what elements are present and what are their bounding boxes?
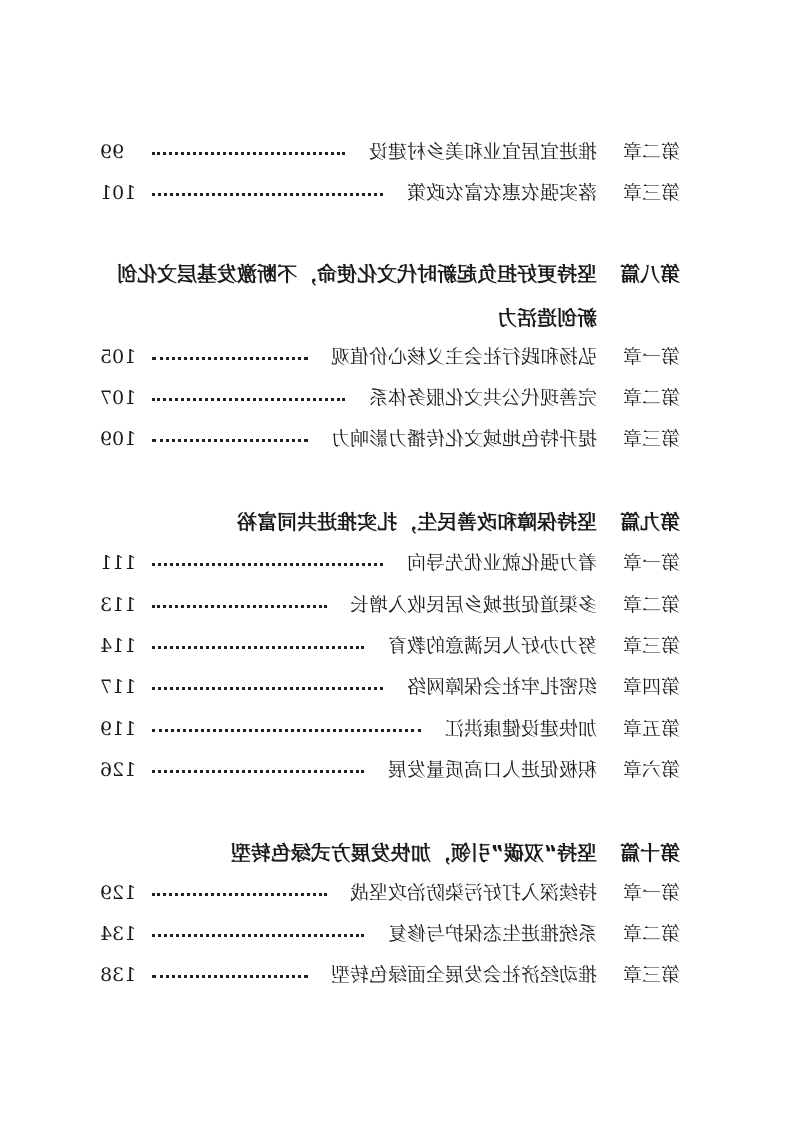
page-number: 107 bbox=[100, 387, 137, 409]
chapter-title: 持续深入打好污染防治攻坚战 bbox=[349, 882, 597, 904]
part-title-line: 坚持保障和改善民生，扎实推进共同富裕 bbox=[237, 510, 597, 534]
page-number: 126 bbox=[100, 759, 137, 781]
leader-dots bbox=[152, 563, 383, 566]
toc-entry[interactable] bbox=[0, 546, 793, 580]
leader-dots bbox=[152, 687, 383, 690]
chapter-title: 系统推进生态保护与修复 bbox=[387, 923, 597, 945]
toc-entry[interactable] bbox=[0, 588, 793, 622]
leader-dots bbox=[152, 770, 364, 773]
toc-entry[interactable] bbox=[0, 381, 793, 415]
part-label: 第十篇 bbox=[620, 841, 680, 865]
chapter-label: 第二章 bbox=[622, 141, 680, 163]
toc-entry[interactable] bbox=[0, 712, 793, 746]
chapter-title: 推动经济社会发展全面绿色转型 bbox=[330, 964, 597, 986]
leader-dots bbox=[152, 357, 308, 360]
page-number: 129 bbox=[100, 882, 137, 904]
chapter-label: 第五章 bbox=[622, 718, 680, 740]
page-number: 119 bbox=[100, 718, 137, 740]
toc-entry[interactable] bbox=[0, 876, 793, 910]
chapter-label: 第三章 bbox=[622, 428, 680, 450]
chapter-label: 第二章 bbox=[622, 387, 680, 409]
part-heading[interactable] bbox=[0, 833, 793, 873]
leader-dots bbox=[152, 439, 308, 442]
chapter-title: 落实强农惠农富农政策 bbox=[406, 182, 597, 204]
toc-entry[interactable] bbox=[0, 135, 793, 169]
chapter-title: 提升特色地域文化传播力影响力 bbox=[330, 428, 597, 450]
chapter-title: 多渠道促进城乡居民收入增长 bbox=[349, 594, 597, 616]
leader-dots bbox=[152, 934, 364, 937]
toc-entry[interactable] bbox=[0, 422, 793, 456]
toc-entry[interactable] bbox=[0, 958, 793, 992]
toc-entry[interactable] bbox=[0, 917, 793, 951]
part-heading[interactable] bbox=[0, 502, 793, 542]
leader-dots bbox=[152, 893, 327, 896]
page-number: 99 bbox=[100, 141, 125, 163]
part-title-line: 新创造活力 bbox=[497, 306, 597, 330]
chapter-label: 第三章 bbox=[622, 182, 680, 204]
page-number: 113 bbox=[100, 594, 137, 616]
chapter-label: 第六章 bbox=[622, 759, 680, 781]
toc-entry[interactable] bbox=[0, 753, 793, 787]
page-number: 111 bbox=[100, 552, 137, 574]
part-label: 第九篇 bbox=[620, 510, 680, 534]
chapter-title: 加快建设健康洪江 bbox=[444, 718, 597, 740]
leader-dots bbox=[152, 193, 383, 196]
chapter-title: 积极促进人口高质量发展 bbox=[387, 759, 597, 781]
page-number: 105 bbox=[100, 346, 137, 368]
leader-dots bbox=[152, 605, 327, 608]
chapter-title: 完善现代公共文化服务体系 bbox=[368, 387, 597, 409]
part-heading-continued bbox=[0, 298, 793, 338]
chapter-label: 第三章 bbox=[622, 635, 680, 657]
toc-entry[interactable] bbox=[0, 176, 793, 210]
leader-dots bbox=[152, 975, 308, 978]
chapter-title: 推进宜居宜业和美乡村建设 bbox=[368, 141, 597, 163]
toc-entry[interactable] bbox=[0, 629, 793, 663]
toc-entry[interactable] bbox=[0, 340, 793, 374]
part-title-line: 坚持更好担负起新时代文化使命，不断激发基层文化创 bbox=[117, 262, 597, 286]
page-number: 134 bbox=[100, 923, 137, 945]
leader-dots bbox=[152, 398, 345, 401]
leader-dots bbox=[152, 646, 364, 649]
chapter-title: 弘扬和践行社会主义核心价值观 bbox=[330, 346, 597, 368]
page-number: 114 bbox=[100, 635, 137, 657]
part-label: 第八篇 bbox=[620, 262, 680, 286]
chapter-label: 第四章 bbox=[622, 676, 680, 698]
chapter-label: 第一章 bbox=[622, 882, 680, 904]
chapter-title: 织密扎牢社会保障网络 bbox=[406, 676, 597, 698]
page-number: 138 bbox=[100, 964, 137, 986]
chapter-label: 第一章 bbox=[622, 346, 680, 368]
chapter-label: 第一章 bbox=[622, 552, 680, 574]
page-number: 117 bbox=[100, 676, 137, 698]
toc-entry[interactable] bbox=[0, 670, 793, 704]
chapter-label: 第三章 bbox=[622, 964, 680, 986]
page-number: 109 bbox=[100, 428, 137, 450]
part-heading[interactable] bbox=[0, 254, 793, 294]
leader-dots bbox=[152, 729, 421, 732]
leader-dots bbox=[152, 152, 345, 155]
chapter-title: 努力办好人民满意的教育 bbox=[387, 635, 597, 657]
chapter-label: 第二章 bbox=[622, 594, 680, 616]
chapter-title: 着力强化就业优先导向 bbox=[406, 552, 597, 574]
chapter-label: 第二章 bbox=[622, 923, 680, 945]
part-title-line: 坚持“双碳”引领，加快发展方式绿色转型 bbox=[230, 841, 597, 865]
page-number: 101 bbox=[100, 182, 137, 204]
